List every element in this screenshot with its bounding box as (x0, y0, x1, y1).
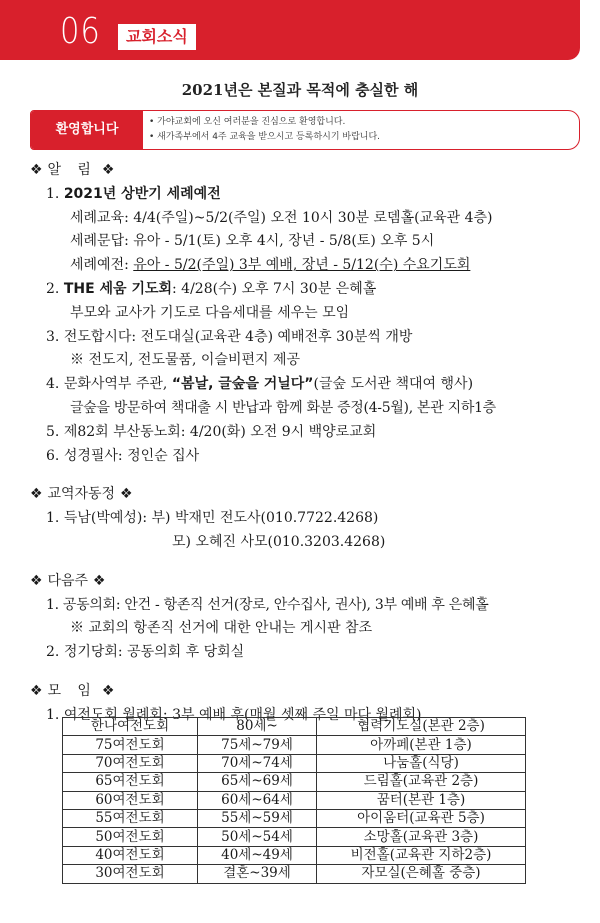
age-range-cell: 65세~69세 (198, 773, 317, 791)
welcome-line: • 가야교회에 오신 여러분을 진심으로 환영합니다. (149, 117, 346, 127)
society-name-cell: 75여전도회 (63, 736, 198, 754)
list-subline: 세례예전: 유아 - 5/2(주일) 3부 예배, 장년 - 5/12(수) 수요기도회 (70, 257, 471, 274)
meeting-place-cell: 소망홀(교육관 3층) (317, 828, 526, 846)
diamond-bullet-icon: ❖ (30, 572, 43, 589)
ministers-heading (0, 483, 600, 507)
society-name-cell: 한나여전도회 (63, 718, 198, 736)
society-name-cell: 40여전도회 (63, 846, 198, 864)
society-name-cell: 30여전도회 (63, 865, 198, 883)
list-item: 1. 2021년 상반기 세례예전 (46, 185, 221, 202)
list-item: 6. 성경필사: 정인순 집사 (46, 447, 200, 464)
underlined-schedule: 유아 - 5/2(주일) 3부 예배, 장년 - 5/12(수) 수요기도회 (133, 257, 471, 274)
list-subline: 세례문답: 유아 - 5/1(토) 오후 4시, 장년 - 5/8(토) 오후 5시 (70, 233, 435, 250)
ministers-heading-label: 교역자동정 (47, 486, 116, 503)
diamond-bullet-icon: ❖ (30, 682, 43, 699)
list-item: 3. 전도합시다: 전도대실(교육관 4층) 예배전후 30분씩 개방 (46, 328, 413, 345)
list-item: 1. 여전도회 월례회: 3부 예배 후(매월 셋째 주일 마다 월례회) (46, 706, 422, 723)
table-row (63, 754, 526, 772)
list-subline: 세례교육: 4/4(주일)~5/2(주일) 오전 10시 30분 로뎀홀(교육관 4층) (70, 209, 493, 226)
table-row (63, 846, 526, 864)
meeting-place-cell: 꿈터(본관 1층) (317, 791, 526, 809)
age-range-cell: 75세~79세 (198, 736, 317, 754)
list-item: 1. 공동의회: 안건 - 항존직 선거(장로, 안수집사, 권사), 3부 예배 후 은혜홀 (46, 596, 489, 613)
section-title: 교회소식 (118, 24, 196, 50)
notices-heading (0, 159, 600, 183)
item-title: “봄날, 글숲을 거닐다” (171, 376, 314, 393)
bulletin-content (0, 159, 600, 728)
welcome-lines (149, 115, 380, 145)
society-name-cell: 55여전도회 (63, 809, 198, 827)
meeting-place-cell: 나눔홀(식당) (317, 754, 526, 772)
age-range-cell: 50세~54세 (198, 828, 317, 846)
list-item: 5. 제82회 부산동노회: 4/20(화) 오전 9시 백양로교회 (46, 423, 377, 440)
diamond-bullet-icon: ❖ (30, 486, 43, 503)
mission-society-table (62, 717, 526, 884)
welcome-tag: 환영합니다 (31, 111, 143, 149)
next-week-heading (0, 570, 600, 594)
society-name-cell: 60여전도회 (63, 791, 198, 809)
yearly-motto: 2021년은 본질과 목적에 충실한 해 (181, 81, 419, 99)
list-subline: 모) 오혜진 사모(010.3203.4268) (172, 533, 386, 550)
table-row (63, 791, 526, 809)
table-row (63, 865, 526, 883)
age-range-cell: 결혼~39세 (198, 865, 317, 883)
society-name-cell: 50여전도회 (63, 828, 198, 846)
list-item: 4. 문화사역부 주관, “봄날, 글숲을 거닐다”(글숲 도서관 책대여 행사) (46, 376, 474, 393)
section-header (0, 0, 580, 60)
welcome-line: • 새가족부에서 4주 교육을 받으시고 등록하시기 바랍니다. (149, 132, 381, 142)
meeting-place-cell: 드림홀(교육관 2층) (317, 773, 526, 791)
table-row (63, 828, 526, 846)
next-week-heading-label: 다음주 (47, 572, 89, 589)
list-item: 2. 정기당회: 공동의회 후 당회실 (46, 644, 245, 661)
section-number: 06 (60, 11, 101, 52)
diamond-bullet-icon: ❖ (92, 572, 106, 589)
table-row (63, 736, 526, 754)
meetings-heading-label: 모 임 (47, 682, 97, 699)
item-title: 2021년 상반기 세례예전 (63, 185, 221, 202)
age-range-cell: 70세~74세 (198, 754, 317, 772)
meeting-place-cell: 아이움터(교육관 5층) (317, 809, 526, 827)
age-range-cell: 60세~64세 (198, 791, 317, 809)
table-row (63, 809, 526, 827)
welcome-box (30, 110, 580, 150)
age-range-cell: 55세~59세 (198, 809, 317, 827)
list-subline: ※ 교회의 항존직 선거에 대한 안내는 게시판 참조 (70, 620, 373, 637)
list-item: 2. THE 세움 기도회: 4/28(수) 오후 7시 30분 은혜홀 (46, 280, 377, 297)
age-range-cell: 40세~49세 (198, 846, 317, 864)
list-subline: ※ 전도지, 전도물품, 이슬비편지 제공 (70, 352, 301, 369)
age-range-cell: 80세~ (198, 718, 317, 736)
list-subline: 글숲을 방문하여 책대출 시 반납과 함께 화분 증정(4-5월), 본관 지하1층 (70, 399, 496, 416)
diamond-bullet-icon: ❖ (30, 162, 43, 178)
meeting-place-cell: 협력기도실(본관 2층) (317, 718, 526, 736)
diamond-bullet-icon: ❖ (101, 682, 115, 699)
item-title: THE 세움 기도회 (63, 280, 173, 297)
list-subline: 부모와 교사가 기도로 다음세대를 세우는 모임 (70, 304, 350, 321)
list-item: 1. 득남(박예성): 부) 박재민 전도사(010.7722.4268) (46, 510, 379, 527)
meeting-place-cell: 아까페(본관 1층) (317, 736, 526, 754)
table-row (63, 773, 526, 791)
diamond-bullet-icon: ❖ (119, 486, 133, 503)
society-name-cell: 70여전도회 (63, 754, 198, 772)
diamond-bullet-icon: ❖ (101, 162, 115, 178)
meeting-place-cell: 비전홀(교육관 지하2층) (317, 846, 526, 864)
meeting-place-cell: 자모실(은혜홀 중층) (317, 865, 526, 883)
table-row (63, 718, 526, 736)
meetings-heading (0, 680, 600, 704)
notices-heading-label: 알 림 (47, 162, 97, 178)
society-name-cell: 65여전도회 (63, 773, 198, 791)
